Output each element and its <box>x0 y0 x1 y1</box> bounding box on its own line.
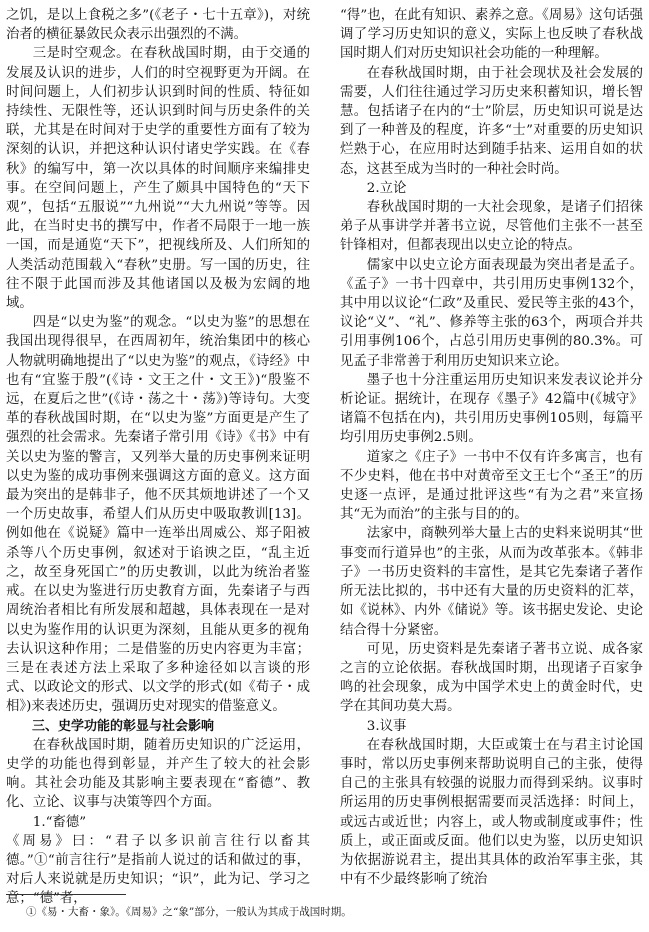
right-paragraph-continued: “得”也，在此有知识、素养之意。《周易》这句话强调了学习历史知识的意义，实际上也反映了春秋战国时期人们对历史知识社会功能的一种理解。 <box>340 8 643 62</box>
paragraph-time-space-concept: 三是时空观念。在春秋战国时期，由于交通的发展及认识的进步，人们的时空视野更为开阔。在时间问题上，人们初步认识到时间的性质、特征如持续性、无限性等，还认识到时间与历史条件的关联，尤其是在时间对于史学的重要性方面有了较为深刻的认识，并把这种认识付诸史学实践。在《春秋》的编写中，第一次以具体的时间顺序来编排史事。在空间问题上，产生了颇具中国特色的“天下观”，包括“五服说”“九州说”“大九州说”等等。因此，在当时史书的撰写中，作者不局限于一地一族一国，而是通览“天下”，把视线所及、人们所知的人类活动范围载入“春秋”史册。写一国的历史，往往不限于此国而涉及其他诸国以及极为宏阔的地域。 <box>6 46 310 312</box>
paragraph-mozi: 墨子也十分注重运用历史知识来发表议论并分析论证。据统计，在现存《墨子》42篇中(《城守》诸篇不包括在内)，共引用历史事例105则，每篇平均引用历史事例2.5则。 <box>340 372 643 446</box>
footnote-divider <box>6 894 126 895</box>
paragraph-conclusion-li-lun: 可见，历史资料是先秦诸子著书立说、成各家之言的立论依据。春秋战国时期，出现诸子百家争鸣的社会现象，成为中国学术史上的黄金时代，史学在其间功莫大焉。 <box>340 641 643 715</box>
paragraph-masters-theorize: 春秋战国时期的一大社会现象，是诸子们招徕弟子从事讲学并著书立说，尽管他们主张不一甚至针锋相对，但都表现出以史立论的特点。 <box>340 200 643 254</box>
paragraph-learning-history: 在春秋战国时期，由于社会现状及社会发展的需要，人们往往通过学习历史来积蓄知识，增长智慧。包括诸子在内的“士”阶层，历史知识可说是达到了一种普及的程度，许多“士”对重要的历史知识烂熟于心，在应用时达到随手拈来、运用自如的状态，这甚至成为当时的一种社会时尚。 <box>340 65 643 177</box>
subheading-xu-de: 1.“畜德” <box>32 814 87 830</box>
footnote: ①《易・大畜・象》。《周易》之“象”部分，一般认为其成于战国时期。 <box>26 906 352 918</box>
paragraph-legalists: 法家中，商鞅列举大量上古的史料来说明其“世事变而行道异也”的主张，从而为改革张本。《韩非子》一书历史资料的丰富性，是其它先秦诸子著作所无法比拟的，书中还有大量的历史资料的汇萃，如《说林》、内外《储说》等。该书据史发论、史论结合得十分紧密。 <box>340 526 643 638</box>
left-paragraph-continued: 之饥，是以上食税之多”(《老子・七十五章》)，对统治者的横征暴敛民众表示出强烈的不满。 <box>6 8 310 43</box>
right-column <box>340 6 643 889</box>
paragraph-mencius: 儒家中以史立论方面表现最为突出者是孟子。《孟子》一书十四章中，共引用历史事例132个，其中用以议论“仁政”及重民、爱民等主张的43个，议论“义”、“礼”、修养等主张的63个，两项合并共引用事例106个，占总引用历史事例的80.3%。可见孟子非常善于利用历史知识来立论。 <box>340 257 643 369</box>
paragraph-section-intro: 在春秋战国时期，随着历史知识的广泛运用，史学的功能也得到彰显，并产生了较大的社会影响。其社会功能及其影响主要表现在“畜德”、教化、立论、议事与决策等四个方面。 <box>6 737 310 811</box>
paragraph-discuss-affairs: 在春秋战国时期，大臣或策士在与君主讨论国事时，常以历史事例来帮助说明自己的主张，使得自己的主张具有较强的说服力而得到采纳。议事时所运用的历史事例根据需要而灵活选择：时间上，或远古或近世；内容上，或人物或制度或事件；性质上，或正面或反面。他们以史为鉴，以历史知识为依据游说君主，提出其具体的政治军事主张，其中有不少最终影响了统治 <box>340 737 643 888</box>
paragraph-zhouyi-quote: 《周易》曰：“君子以多识前言往行以畜其德。”①“前言往行”是指前人说过的话和做过的事，对后人来说就是历史知识；“识”，此为记、学习之意；“德”者， <box>6 833 310 907</box>
subheading-yi-shi: 3.议事 <box>366 718 407 734</box>
left-column <box>6 6 310 909</box>
section-heading-three: 三、史学功能的彰显与社会影响 <box>32 718 215 734</box>
paragraph-zhuangzi: 道家之《庄子》一书中不仅有许多寓言，也有不少史料，他在书中对黄帝至文王七个“圣王”的历史逐一点评，是通过批评这些“有为之君”来宣扬其“无为而治”的主张与目的的。 <box>340 449 643 523</box>
paragraph-history-as-mirror: 四是“以史为鉴”的观念。“以史为鉴”的思想在我国出现得很早，在西周初年，统治集团中的核心人物就明确地提出了“以史为鉴”的观点，《诗经》中也有“宜鉴于殷”(《诗・文王之什・文王》)“殷鉴不远，在夏后之世”(《诗・荡之十・荡》)等诗句。大变革的春秋战国时期，在“以史为鉴”方面更是产生了强烈的社会需求。先秦诸子常引用《诗》《书》中有关以史为鉴的警言，又列举大量的历史事例来证明以史为鉴的成功事例来强调这方面的意义。这方面最为突出的是韩非子，他不厌其烦地讲述了一个又一个历史故事，希望人们从历史中吸取教训[13]。例如他在《说疑》篇中一连举出周威公、郑子阳被杀等八个历史事例，叙述对于谄谀之臣，“乱主近之，故至身死国亡”的历史教训，以此为统治者鉴戒。在以史为鉴进行历史教育方面，先秦诸子与西周统治者相比有所发展和超越，具体表现在一是对以史为鉴作用的认识更为深刻，且能从更多的视角去认识这种作用；二是借鉴的历史内容更为丰富；三是在表述方法上采取了多种途径如以言谈的形式、以政论文的形式、以文学的形式(如《荀子・成相》)来表述历史，强调历史对现实的借鉴意义。 <box>6 315 310 715</box>
subheading-li-lun: 2.立论 <box>366 180 407 196</box>
